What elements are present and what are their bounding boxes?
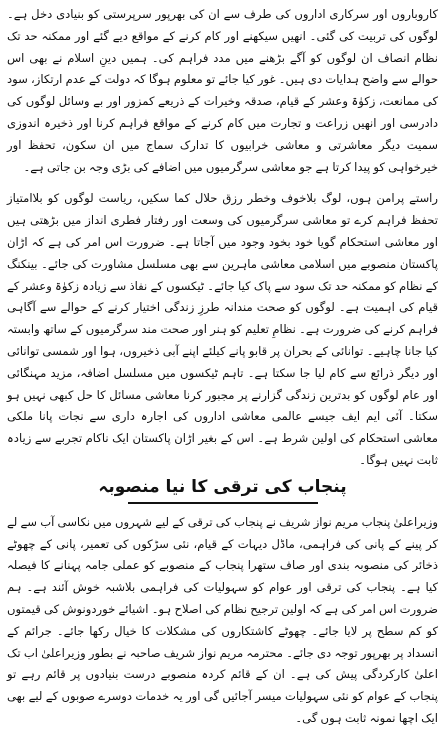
article-paragraph: کاروباروں اور سرکاری اداروں کی طرف سے ان کی بھرپور سرپرستی کو بنیادی دخل ہے۔ لوگوں کی تربیت کی گئی۔ انھیں سیکھنے اور کام کرنے کے مواقع دیے گئے اور ممکنہ حد تک نظام انصاف ان لوگوں کو آگے بڑھنے میں مدد فراہم کی۔ ہمیں دینِ اسلام نے بھی اس حوالے سے واضح ہدایات دی ہیں۔ غور کیا جائے تو معلوم ہوگا کہ دولت کے عدم ارتکاز، سود کی ممانعت، زکوٰۃ وعشر کے قیام، صدقہ وخیرات کے ذریعے کمزور اور بے وسائل لوگوں کی دادرسی اور انھیں زراعت و تجارت میں کام کرنے کے مواقع فراہم کرنا اور ذخیرہ اندوزی سمیت دیگر معاشرتی و معاشی خرابیوں کا تدارک سماج میں ان سکون، تحفظ اور خیرخواہی کو پیدا کرتا ہے جو معاشی سرگرمیوں میں اضافے کی بڑی وجہ بن جاتی ہے۔ (7, 7, 438, 174)
paragraph-gap (7, 178, 438, 188)
article-paragraph: وزیراعلیٰ پنجاب مریم نواز شریف نے پنجاب کی ترقی کے لیے شہروں میں نکاسی آب سے لے کر پینے کے پانی کی فراہمی، ماڈل دیہات کے قیام، نئی سڑکوں کی تعمیر، پانی کے چھوٹے ذخائر کی منصوبہ بندی اور صاف ستھرا پنجاب کے منصوبے کو عملی جامہ پہنانے کا فیصلہ کیا ہے۔ پنجاب کی ترقی اور عوام کو سہولیات کی فراہمی بلاشبہ خوش آئند ہے۔ ہم ضرورت اس امر کی ہے کہ اولین ترجیح نظام کی اصلاح ہو۔ اشیائے خوردونوش کی قیمتوں کو کم سطح پر لایا جائے۔ چھوٹے کاشتکاروں کی مشکلات کا خیال رکھا جائے۔ جرائم کے انسداد پر بھرپور توجہ دی جائے۔ محترمہ مریم نواز شریف صاحبہ نے بطور وزیراعلیٰ اب تک اعلیٰ کارکردگی پیش کی ہے۔ ان کے قائم کردہ منصوبے درست بنیادوں پر قائم رہے تو پنجاب کے عوام کو نئی سہولیات میسر آجائیں گی اور یہ خدمات دوسرے صوبوں کے لیے بھی ایک اچھا نمونہ ثابت ہوں گی۔ (7, 514, 438, 725)
section-heading: پنجاب کی ترقی کا نیا منصوبہ (98, 476, 347, 497)
heading-underline (128, 502, 318, 504)
article-paragraph: راستے پرامن ہوں، لوگ بلاخوف وخطر رزق حلال کما سکیں، ریاست لوگوں کو بلاامتیاز تحفظ فراہم کرے تو معاشی سرگرمیوں کی وسعت اور رفتار فطری انداز میں بڑھتی ہیں اور معاشی استحکام گویا خود بخود وجود میں آجاتا ہے۔ ضرورت اس امر کی ہے کہ اڑان پاکستان منصوبے میں اسلامی معاشی ماہرین سے بھی مسلسل مشاورت کی جائے۔ بینکنگ کے نظام کو ممکنہ حد تک سود سے پاک کیا جائے۔ ٹیکسوں کے نفاذ سے زیادہ زکوٰۃ وعشر کے قیام کی اہمیت ہے۔ لوگوں کو صحت مندانہ طرزِ زندگی اختیار کرنے کے حوالے سے آگاہی فراہم کرنے کی ضرورت ہے۔ نظامِ تعلیم کو ہنر اور صحت مند سرگرمیوں کے ساتھ وابستہ کیا جانا چاہیے۔ توانائی کے بحران پر قابو پانے کیلئے اپنے آبی ذخیروں، ہوا اور شمسی توانائی اور دیگر ذرائع سے کام لیا جا سکتا ہے۔ تاہم ٹیکسوں میں مسلسل اضافہ، مزید مہنگائی اور عام لوگوں کو بدترین زندگی گزارنے پر مجبور کرنا معاشی مسائل کا حل کبھی نہیں ہو سکتا۔ آئی ایم ایف جیسے عالمی معاشی اداروں کی اجارہ داری سے نجات پانا ملکی معاشی استحکام کی اولین شرط ہے۔ اس کے بغیر اڑان پاکستان ایک ناکام تجربے سے زیادہ ثابت نہیں ہوگا۔ (7, 191, 438, 467)
